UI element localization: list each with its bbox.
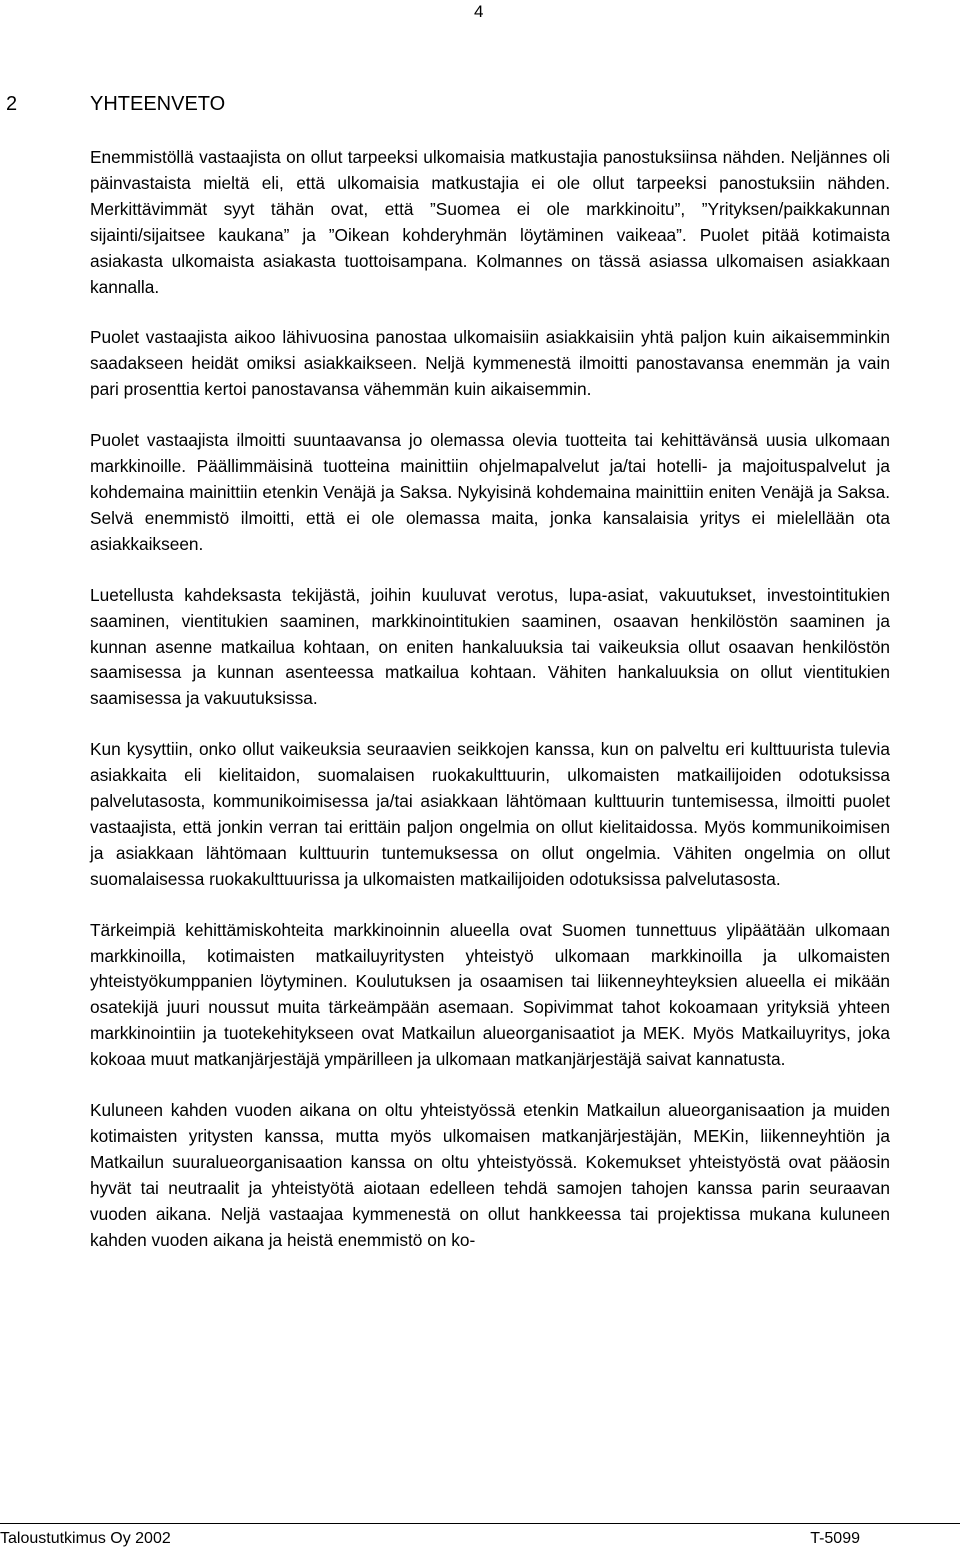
paragraph: Luetellusta kahdeksasta tekijästä, joihin kuuluvat verotus, lupa-asiat, vakuutukset, investointitukien saaminen, vientitukien saaminen, markkinointitukien saaminen, osaavan henkilöstön saaminen ja kunnan asenne matkailua kohtaan, on eniten hankaluuksia tai vaikeuksia ollut osaavan henkilöstön saamisessa ja kunnan asenteessa matkailua kohtaan. Vähiten hankaluuksia on ollut vientitukien saamisessa ja vakuutuksissa.	[90, 584, 890, 709]
paragraph: Kun kysyttiin, onko ollut vaikeuksia seuraavien seikkojen kanssa, kun on palveltu eri kulttuurista tulevia asiakkaita eli kielitaidon, suomalaisen ruokakulttuurin, ulkomaisten matkailijoiden odotuksissa palvelutasosta, kommunikoimisessa ja/tai asiakkaan lähtömaan kulttuurin tuntemisessa, ilmoitti puolet vastaajista, että jonkin verran tai erittäin paljon ongelmia on ollut kielitaidossa. Myös kommunikoimisen ja asiakkaan lähtömaan kulttuurin tuntemuksessa on ollut ongelmia. Vähiten ongelmia on ollut suomalaisessa ruokakulttuurissa ja ulkomaisten matkailijoiden odotuksissa palvelutasosta.	[90, 739, 890, 889]
paragraph: Kuluneen kahden vuoden aikana on oltu yhteistyössä etenkin Matkailun alueorganisaation ja muiden kotimaisten yritysten kanssa, mutta myös ulkomaisen matkanjärjestäjän, MEKin, liikenneyhtiön ja Matkailun suuralueorganisaation kanssa on oltu yhteistyössä. Kokemukset yhteistyöstä ovat pääosin hyvät tai neutraalit ja yhteistyötä aiotaan edelleen tehdä samojen tahojen kanssa parin seuraavan vuoden aikana. Neljä vastaajaa kymmenestä on ollut hankkeessa tai projektissa mukana kuluneen kahden vuoden aikana ja heistä enemmistö on ko-	[90, 1100, 890, 1250]
paragraph: Tärkeimpiä kehittämiskohteita markkinoinnin alueella ovat Suomen tunnettuus ylipäätään ulkomaan markkinoilla, kotimaisten matkailuyritysten yhteistyö ulkomaan markkinoilla ja ulkomaisten yhteistyökumppanien löytyminen. Koulutuksen ja osaamisen tai liikenneyhteyksien alueella ei mikään osatekijä juuri noussut muita tärkeämpään asemaan. Sopivimmat tahot kokoamaan yrityksiä yhteen markkinointiin ja tuotekehitykseen ovat Matkailun alueorganisaatiot ja MEK. Myös Matkailuyritys, joka kokoaa muut matkanjärjestäjä ympärilleen ja ulkomaan matkanjärjestäjä saivat kannatusta.	[90, 919, 890, 1070]
footer-report-code: T-5099	[810, 1530, 860, 1547]
page-number: 4	[474, 2, 484, 21]
footer-divider	[0, 1523, 960, 1524]
section-title: YHTEENVETO	[90, 93, 226, 115]
paragraph: Enemmistöllä vastaajista on ollut tarpeeksi ulkomaisia matkustajia panostuksiinsa nähden. Neljännes oli päinvastaista mieltä eli, että ulkomaisia matkustajia ei ole ollut tarpeeksi panostuksiin nähden. Merkittävimmät syyt tähän ovat, että ”Suomea ei ole markkinoitu”, ”Yrityksen/paikkakunnan sijainti/sijaitsee kaukana” ja ”Oikean kohderyhmän löytäminen vaikeaa”. Puolet pitää kotimaista asiakasta ulkomaista asiakasta tuottoisampana. Kolmannes on tässä asiassa ulkomaisen asiakkaan kannalla.	[90, 147, 890, 297]
footer-company: Taloustutkimus Oy 2002	[0, 1530, 171, 1547]
paragraph: Puolet vastaajista ilmoitti suuntaavansa jo olemassa olevia tuotteita tai kehittävänsä uusia ulkomaan markkinoille. Päällimmäisinä tuotteina mainittiin ohjelmapalvelut ja/tai hotelli- ja majoituspalvelut ja kohdemaina mainittiin etenkin Venäjä ja Saksa. Nykyisinä kohdemaina mainittiin eniten Venäjä ja Saksa. Selvä enemmistö ilmoitti, että ei ole olemassa maita, jonka kansalaisia yritys ei mielellään ota asiakkaikseen.	[90, 430, 890, 554]
body-text	[90, 145, 890, 1279]
paragraph: Puolet vastaajista aikoo lähivuosina panostaa ulkomaisiin asiakkaisiin yhtä paljon kuin aikaisemminkin saadakseen heidät omiksi asiakkaikseen. Neljä kymmenestä ilmoitti panostavansa enemmän ja vain pari prosenttia kertoi panostavansa vähemmän kuin aikaisemmin.	[90, 327, 890, 400]
section-number: 2	[6, 93, 18, 115]
section-heading	[6, 93, 225, 116]
